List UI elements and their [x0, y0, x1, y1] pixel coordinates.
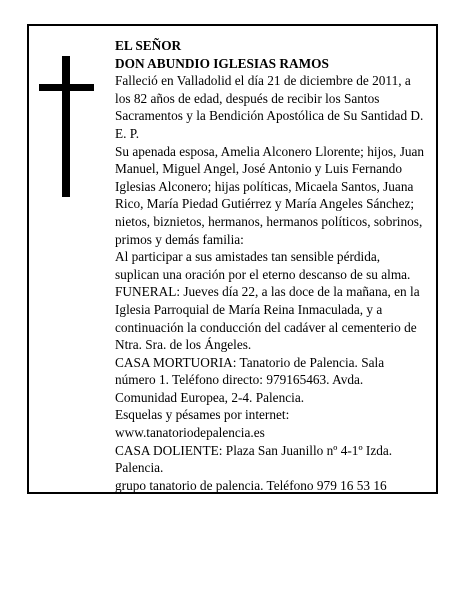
prayer-request: Al participar a sus amistades tan sensible pérdida, suplican una oración por el eterno descanso de su alma. [115, 249, 411, 282]
family-home: CASA DOLIENTE: Plaza San Juanillo nº 4-1º Izda. Palencia. [115, 442, 393, 476]
obituary-text [115, 37, 427, 494]
family-list: Su apenada esposa, Amelia Alconero Llorente; hijos, Juan Manuel, Miguel Angel, José Antonio y Luis Fernando Iglesias Alconero; hijas políticas, Micaela Santos, Juana Rico, María Piedad Gutiérrez y María Angeles Sánchez; nietos, biznietos, hermanos, hermanos políticos, sobrinos, primos y demás familia: [115, 143, 425, 247]
funeral-home-contact: grupo tanatorio de palencia. Teléfono 979 16 53 16 [115, 477, 387, 493]
heading-line1: EL SEÑOR [115, 38, 182, 53]
deceased-name: DON ABUNDIO IGLESIAS RAMOS [115, 55, 329, 71]
mortuary-info: CASA MORTUORIA: Tanatorio de Palencia. Sala número 1. Teléfono directo: 979165463. Avda. Comunidad Europea, 2-4. Palencia. [115, 354, 385, 405]
cross-icon-bar [39, 84, 94, 91]
death-notice: Falleció en Valladolid el día 21 de diciembre de 2011, a los 82 años de edad, después de recibir los Santos Sacramentos y la Bendición Apostólica de Su Santidad D. E. P. [115, 73, 424, 141]
funeral-info: FUNERAL: Jueves día 22, a las doce de la mañana, en la Iglesia Parroquial de María Reina Inmaculada, y a continuación la conducción del cadáver al cementerio de Ntra. Sra. de los Ángeles. [115, 284, 420, 353]
cross-icon [62, 56, 70, 197]
internet-condolences: Esquelas y pésames por internet: www.tanatoriodepalencia.es [115, 407, 290, 441]
